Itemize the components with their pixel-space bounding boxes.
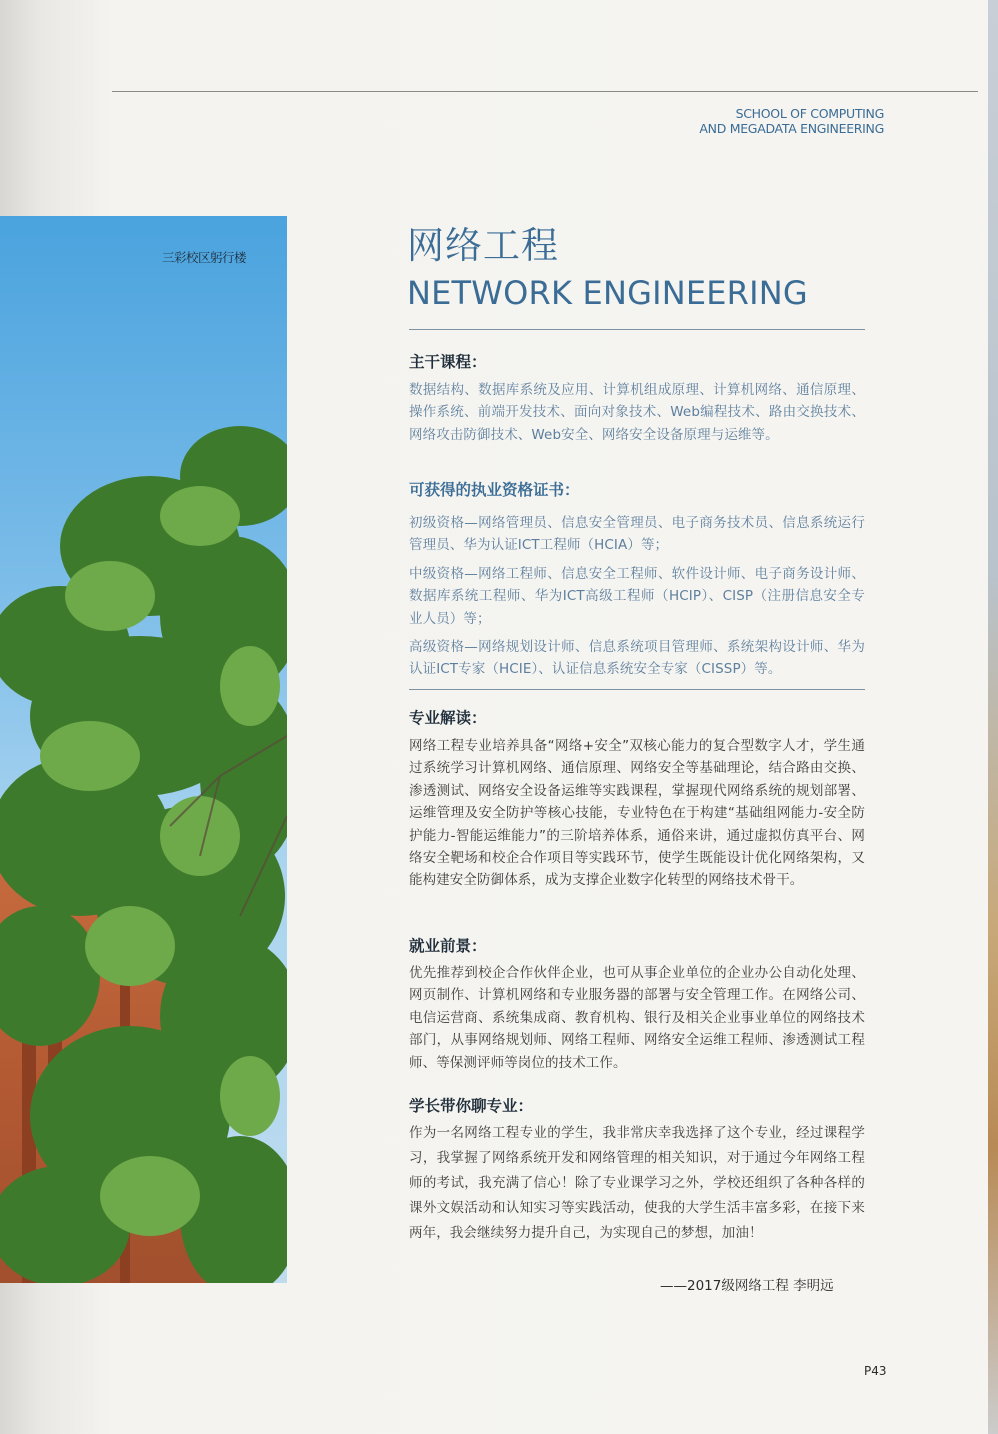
core-courses-heading: 主干课程： <box>409 353 487 371</box>
interpretation-text: 网络工程专业培养具备“网络+安全”双核心能力的复合型数字人才，学生通过系统学习计算机网络、通信原理、网络安全等基础理论，结合路由交换、渗透测试、网络安全设备运维等实践课程，掌握现代网络系统的规划部署、运维管理及安全防护等核心技能，专业特色在于构建“基础组网能力-安全防护能力-智能运维能力”的三阶培养体系，通俗来讲，通过虚拟仿真平台、网络安全靶场和校企合作项目等实践环节，使学生既能设计优化网络架构，又能构建安全防御体系，成为支撑企业数字化转型的网络技术骨干。 <box>409 738 865 889</box>
core-courses-text: 数据结构、数据库系统及应用、计算机组成原理、计算机网络、通信原理、操作系统、前端开发技术、面向对象技术、Web编程技术、路由交换技术、网络攻击防御技术、Web安全、网络安全设备原理与运维等。 <box>409 382 865 443</box>
school-name-line-1: SCHOOL OF COMPUTING <box>735 106 884 121</box>
prospects-heading: 就业前景： <box>409 937 487 955</box>
certificates-intermediate: 中级资格—网络工程师、信息安全工程师、软件设计师、电子商务设计师、数据库系统工程师、华为ICT高级工程师（HCIP）、CISP（注册信息安全专业人员）等； <box>409 566 865 627</box>
school-name <box>699 106 884 136</box>
page-edge <box>988 0 998 1434</box>
top-divider <box>112 91 978 92</box>
certificates-heading: 可获得的执业资格证书： <box>409 481 580 499</box>
senior-talk-text: 作为一名网络工程专业的学生，我非常庆幸我选择了这个专业，经过课程学习，我掌握了网络系统开发和网络管理的相关知识，对于通过今年网络工程师的考试，我充满了信心！除了专业课学习之外，学校还组织了各种各样的课外文娱活动和认知实习等实践活动，使我的大学生活丰富多彩，在接下来两年，我会继续努力提升自己，为实现自己的梦想，加油！ <box>409 1125 865 1241</box>
tree-foliage <box>0 216 287 1283</box>
certificates-senior: 高级资格—网络规划设计师、信息系统项目管理师、系统架构设计师、华为认证ICT专家（HCIE）、认证信息系统安全专家（CISSP）等。 <box>409 639 865 678</box>
senior-talk-heading: 学长带你聊专业： <box>409 1097 534 1115</box>
page-title-chinese: 网络工程 <box>407 224 559 267</box>
page-number: P43 <box>864 1364 887 1378</box>
interpretation-heading: 专业解读： <box>409 709 487 727</box>
campus-photo <box>0 216 287 1283</box>
title-divider <box>409 329 865 330</box>
senior-talk-signature: ——2017级网络工程 李明远 <box>660 1278 834 1294</box>
certificates-divider <box>409 689 865 690</box>
prospects-text: 优先推荐到校企合作伙伴企业，也可从事企业单位的企业办公自动化处理、网页制作、计算机网络和专业服务器的部署与安全管理工作。在网络公司、电信运营商、系统集成商、教育机构、银行及相关企业事业单位的网络技术部门，从事网络规划师、网络工程师、网络安全运维工程师、渗透测试工程师、等保测评师等岗位的技术工作。 <box>409 965 865 1071</box>
certificates-junior: 初级资格—网络管理员、信息安全管理员、电子商务技术员、信息系统运行管理员、华为认证ICT工程师（HCIA）等； <box>409 515 865 554</box>
school-name-line-2: AND MEGADATA ENGINEERING <box>699 121 884 136</box>
page-title-english: NETWORK ENGINEERING <box>407 274 808 312</box>
photo-caption: 三彩校区躬行楼 <box>162 250 247 265</box>
